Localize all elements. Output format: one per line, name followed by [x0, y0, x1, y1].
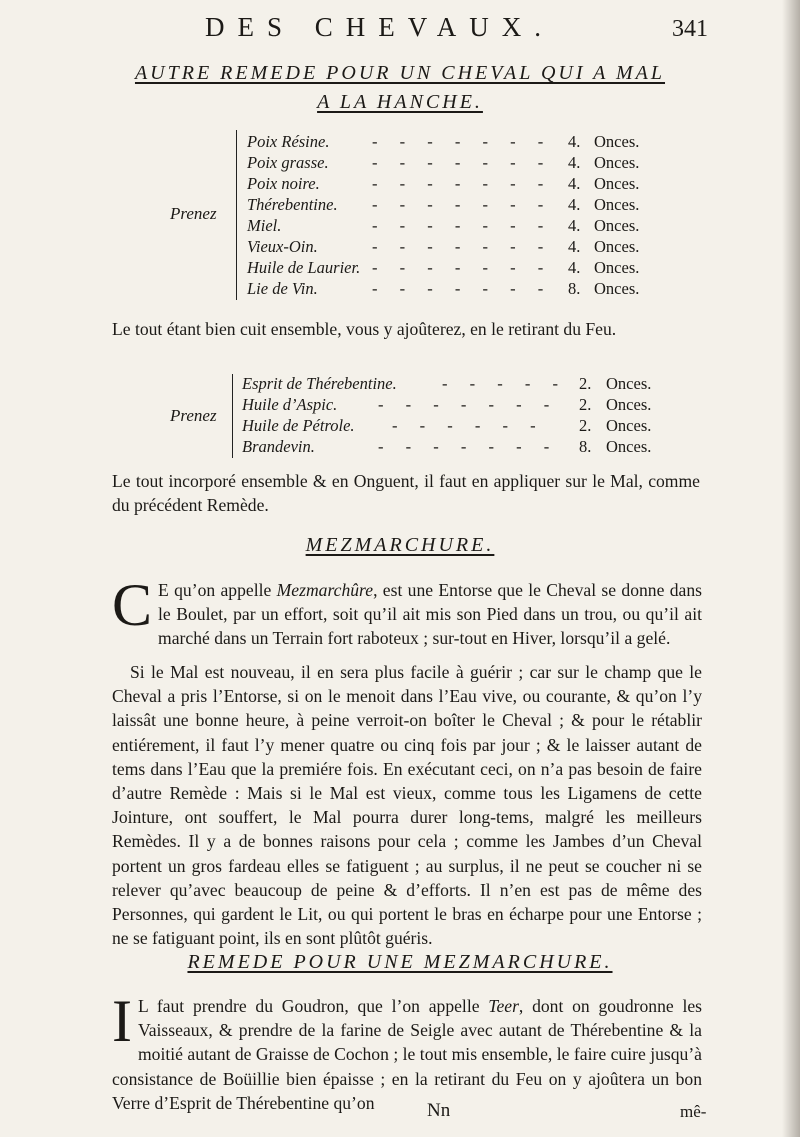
brace-2: [232, 374, 233, 458]
ingredient-quantity: 2.: [579, 416, 592, 435]
ingredient-unit: Onces.: [594, 279, 640, 298]
page-number: 341: [672, 16, 708, 42]
ingredient-unit: Onces.: [594, 195, 640, 214]
drop-cap-2: I: [112, 988, 132, 1054]
ingredient-quantity: 2.: [579, 395, 592, 414]
section-heading-1b: A LA HANCHE.: [317, 91, 483, 113]
ingredient-quantity: 2.: [579, 374, 592, 393]
leader-dashes: - - - - - - -: [372, 237, 553, 256]
leader-dashes: - - - - - - -: [372, 258, 553, 277]
section-heading-1a: AUTRE REMEDE POUR UN CHEVAL QUI A MAL: [134, 62, 666, 84]
leader-dashes: - - - - - - -: [372, 174, 553, 193]
ingredient-quantity: 4.: [568, 195, 581, 214]
paragraph-definition: C E qu’on appelle Mezmarchûre, est une Entorse que le Cheval se donne dans le Boulet, par un effort, soit qu’il ait mis son Pied dans un trou, ou qu’il ait marché dans un Terrain fort raboteux ; sur-tout en Hiver, lorsqu’il a gelé.: [112, 572, 702, 649]
ingredient-name: Huile d’Aspic.: [242, 395, 338, 414]
page-edge-shadow: [782, 0, 800, 1137]
ingredient-name: Miel.: [247, 216, 282, 235]
ingredient-quantity: 4.: [568, 132, 581, 151]
term-teer: Teer: [488, 996, 519, 1016]
paragraph-onguent: Le tout incorporé ensemble & en Onguent, il faut en appliquer sur le Mal, comme du précédent Remède.: [112, 471, 700, 516]
leader-dashes: - - - - - - -: [372, 279, 553, 298]
ingredient-quantity: 4.: [568, 258, 581, 277]
ingredient-name: Vieux-Oin.: [247, 237, 318, 256]
section-heading-remede: REMEDE POUR UNE MEZMARCHURE.: [187, 951, 613, 973]
ingredient-name: Huile de Pétrole.: [242, 416, 355, 435]
ingredient-name: Esprit de Thérebentine.: [242, 374, 397, 393]
ingredient-quantity: 4.: [568, 174, 581, 193]
ingredient-name: Thérebentine.: [247, 195, 338, 214]
brace: [236, 130, 237, 300]
prenez-label: Prenez: [170, 204, 217, 223]
ingredient-quantity: 4.: [568, 237, 581, 256]
section-heading-mezmarchure: MEZMARCHURE.: [305, 534, 495, 556]
ingredient-quantity: 4.: [568, 216, 581, 235]
ingredient-unit: Onces.: [594, 153, 640, 172]
ingredient-name: Poix noire.: [247, 174, 320, 193]
paragraph-goudron: I L faut prendre du Goudron, que l’on appelle Teer, dont on goudronne les Vaisseaux, & prendre de la farine de Seigle avec autant de Thérebentine & la moitié autant de Graisse de Cochon ; le tout mis ensemble, le faire cuire jusqu’à consistance de Boüillie bien épaisse ; en la retirant du Feu on y ajoûtera un bon Verre d’Esprit de Thérebentine qu’on: [112, 988, 702, 1113]
leader-dashes: - - - - - - -: [372, 132, 553, 151]
ingredient-unit: Onces.: [594, 216, 640, 235]
catchword: mê-: [680, 1102, 707, 1121]
leader-dashes: - - - - - - -: [378, 395, 559, 414]
prenez-label-2: Prenez: [170, 406, 217, 425]
ingredient-unit: Onces.: [606, 395, 652, 414]
ingredient-name: Brandevin.: [242, 437, 315, 456]
paragraph-treatment: Si le Mal est nouveau, il en sera plus facile à guérir ; car sur le champ que le Cheval a pris l’Entorse, si on le menoit dans l’Eau vive, ou courante, & qu’on l’y laissât une bonne heure, à peine verroit-on boîter le Cheval ; & pour le rétablir entiérement, il faut l’y mener quatre ou cinq fois par jour ; & le laisser autant de tems dans l’Eau que la premiére fois. En exécutant ceci, on n’a pas besoin de faire d’autre Remède : Mais si le Mal est vieux, comme tous les Ligamens de cette Jointure, ont souffert, le Mal pourra durer long-tems, malgré les meilleurs Remèdes. Il y a de bonnes raisons pour cela ; comme les Jambes d’un Cheval portent un gros fardeau elles se fatiguent ; au surplus, il ne peut se coucher ni se relever qu’avec beaucoup de peine & d’efforts. Il n’en est pas de même des Personnes, qui gardent le Lit, ou qui portent le bras en écharpe pour une Entorse ; ne se fatiguant point, ils en sont plûtôt guéris.: [112, 662, 702, 949]
signature-mark: Nn: [427, 1100, 451, 1121]
ingredient-name: Poix Résine.: [247, 132, 330, 151]
ingredient-unit: Onces.: [606, 416, 652, 435]
ingredient-unit: Onces.: [594, 258, 640, 277]
term-mezmarchure: Mezmarchûre: [276, 580, 374, 600]
ingredient-quantity: 8.: [568, 279, 581, 298]
ingredient-unit: Onces.: [594, 237, 640, 256]
ingredient-unit: Onces.: [606, 437, 652, 456]
running-title: DES CHEVAUX.: [205, 12, 555, 42]
leader-dashes: - - - - -: [442, 374, 567, 393]
ingredient-unit: Onces.: [594, 174, 640, 193]
paragraph-cuit: Le tout étant bien cuit ensemble, vous y ajoûterez, en le retirant du Feu.: [112, 319, 617, 339]
leader-dashes: - - - - - - -: [372, 216, 553, 235]
ingredient-name: Lie de Vin.: [247, 279, 318, 298]
ingredient-name: Poix grasse.: [247, 153, 329, 172]
leader-dashes: - - - - - - -: [372, 195, 553, 214]
ingredient-name: Huile de Laurier.: [247, 258, 361, 277]
ingredient-unit: Onces.: [606, 374, 652, 393]
drop-cap: C: [112, 572, 153, 638]
leader-dashes: - - - - - - -: [378, 437, 559, 456]
leader-dashes: - - - - - - -: [372, 153, 553, 172]
leader-dashes: - - - - - -: [392, 416, 545, 435]
ingredient-unit: Onces.: [594, 132, 640, 151]
ingredient-quantity: 4.: [568, 153, 581, 172]
running-head: [0, 12, 800, 48]
ingredient-quantity: 8.: [579, 437, 592, 456]
